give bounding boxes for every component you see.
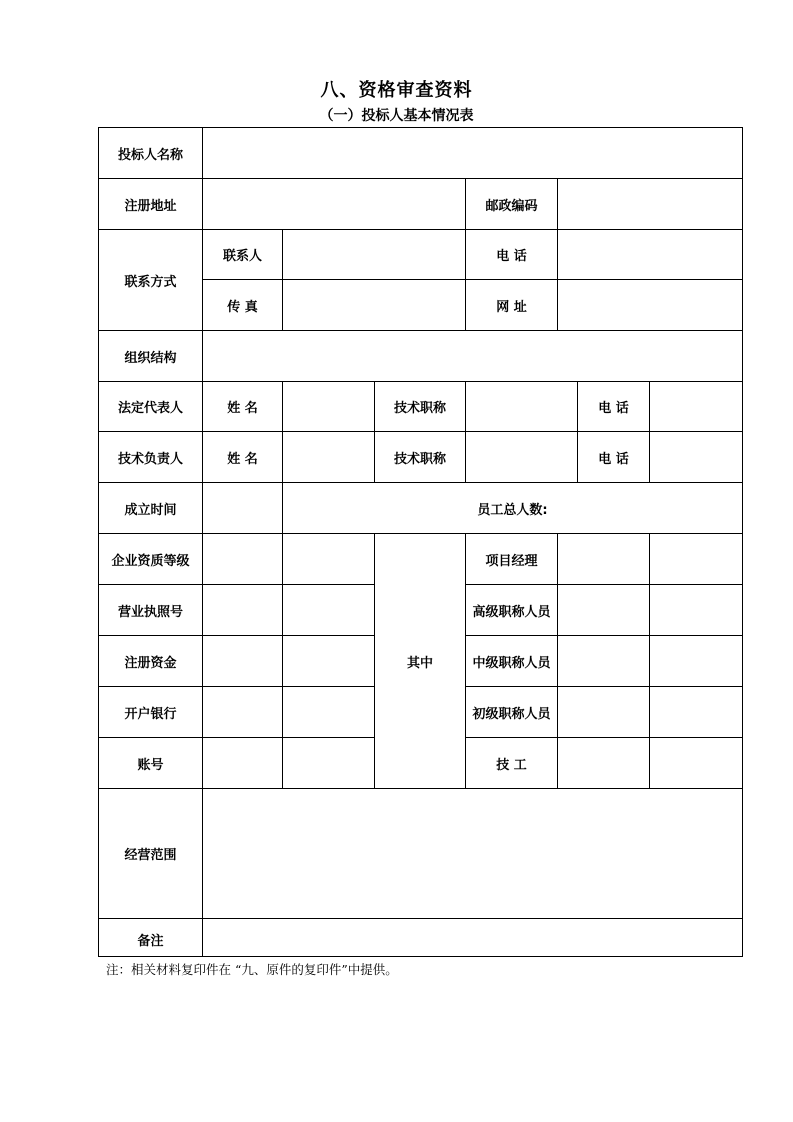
label-license: 营业执照号	[99, 585, 203, 636]
org-structure-field[interactable]	[203, 331, 743, 382]
label-reg-capital: 注册资金	[99, 636, 203, 687]
qualification-field-2[interactable]	[283, 534, 375, 585]
postcode-field[interactable]	[558, 179, 743, 230]
junior-field-1[interactable]	[558, 687, 650, 738]
table-row	[99, 331, 743, 382]
label-founded: 成立时间	[99, 483, 203, 534]
bidder-info-table	[98, 127, 743, 957]
table-row	[99, 919, 743, 957]
label-legal-rep: 法定代表人	[99, 382, 203, 432]
label-account: 账号	[99, 738, 203, 789]
website-field[interactable]	[558, 280, 743, 331]
pm-field-2[interactable]	[650, 534, 743, 585]
table-row	[99, 534, 743, 585]
label-among: 其中	[375, 534, 466, 789]
label-tech-lead-name: 姓 名	[203, 432, 283, 483]
table-row	[99, 179, 743, 230]
page-title: 八、资格审查资料	[320, 80, 473, 101]
senior-field-1[interactable]	[558, 585, 650, 636]
junior-field-2[interactable]	[650, 687, 743, 738]
label-business-scope: 经营范围	[99, 789, 203, 919]
label-middle: 中级职称人员	[466, 636, 558, 687]
middle-field-2[interactable]	[650, 636, 743, 687]
table-row	[99, 230, 743, 280]
label-bidder-name: 投标人名称	[99, 128, 203, 179]
table-row	[99, 483, 743, 534]
fax-field[interactable]	[283, 280, 466, 331]
table-row	[99, 432, 743, 483]
table-row	[99, 128, 743, 179]
label-tech-lead: 技术负责人	[99, 432, 203, 483]
reg-capital-field-1[interactable]	[203, 636, 283, 687]
label-pm: 项目经理	[466, 534, 558, 585]
table-row	[99, 382, 743, 432]
worker-field-2[interactable]	[650, 738, 743, 789]
page-subtitle: （一）投标人基本情况表	[319, 108, 474, 124]
label-fax: 传 真	[203, 280, 283, 331]
label-website: 网 址	[466, 280, 558, 331]
middle-field-1[interactable]	[558, 636, 650, 687]
label-total-staff: 员工总人数:	[283, 483, 743, 534]
account-field-2[interactable]	[283, 738, 375, 789]
license-field-2[interactable]	[283, 585, 375, 636]
founded-field[interactable]	[203, 483, 283, 534]
label-worker: 技 工	[466, 738, 558, 789]
legal-rep-name-field[interactable]	[283, 382, 375, 432]
contact-person-field[interactable]	[283, 230, 466, 280]
label-org-structure: 组织结构	[99, 331, 203, 382]
legal-rep-phone-field[interactable]	[650, 382, 743, 432]
tech-lead-name-field[interactable]	[283, 432, 375, 483]
remarks-field[interactable]	[203, 919, 743, 957]
label-qualification: 企业资质等级	[99, 534, 203, 585]
reg-address-field[interactable]	[203, 179, 466, 230]
label-contact-person: 联系人	[203, 230, 283, 280]
tech-lead-phone-field[interactable]	[650, 432, 743, 483]
tech-lead-title-field[interactable]	[466, 432, 578, 483]
label-legal-rep-title: 技术职称	[375, 382, 466, 432]
reg-capital-field-2[interactable]	[283, 636, 375, 687]
label-legal-rep-phone: 电 话	[578, 382, 650, 432]
label-tech-lead-title: 技术职称	[375, 432, 466, 483]
bank-field-1[interactable]	[203, 687, 283, 738]
label-bank: 开户银行	[99, 687, 203, 738]
business-scope-field[interactable]	[203, 789, 743, 919]
license-field-1[interactable]	[203, 585, 283, 636]
label-contact-method: 联系方式	[99, 230, 203, 331]
label-senior: 高级职称人员	[466, 585, 558, 636]
label-remarks: 备注	[99, 919, 203, 957]
label-tech-lead-phone: 电 话	[578, 432, 650, 483]
label-phone: 电 话	[466, 230, 558, 280]
pm-field-1[interactable]	[558, 534, 650, 585]
label-junior: 初级职称人员	[466, 687, 558, 738]
bidder-name-field[interactable]	[203, 128, 743, 179]
bank-field-2[interactable]	[283, 687, 375, 738]
table-row	[99, 789, 743, 919]
phone-field[interactable]	[558, 230, 743, 280]
worker-field-1[interactable]	[558, 738, 650, 789]
label-postcode: 邮政编码	[466, 179, 558, 230]
label-reg-address: 注册地址	[99, 179, 203, 230]
senior-field-2[interactable]	[650, 585, 743, 636]
legal-rep-title-field[interactable]	[466, 382, 578, 432]
account-field-1[interactable]	[203, 738, 283, 789]
label-legal-rep-name: 姓 名	[203, 382, 283, 432]
footnote: 注：相关材料复印件在 “九、原件的复印件”中提供。	[106, 962, 398, 977]
qualification-field-1[interactable]	[203, 534, 283, 585]
